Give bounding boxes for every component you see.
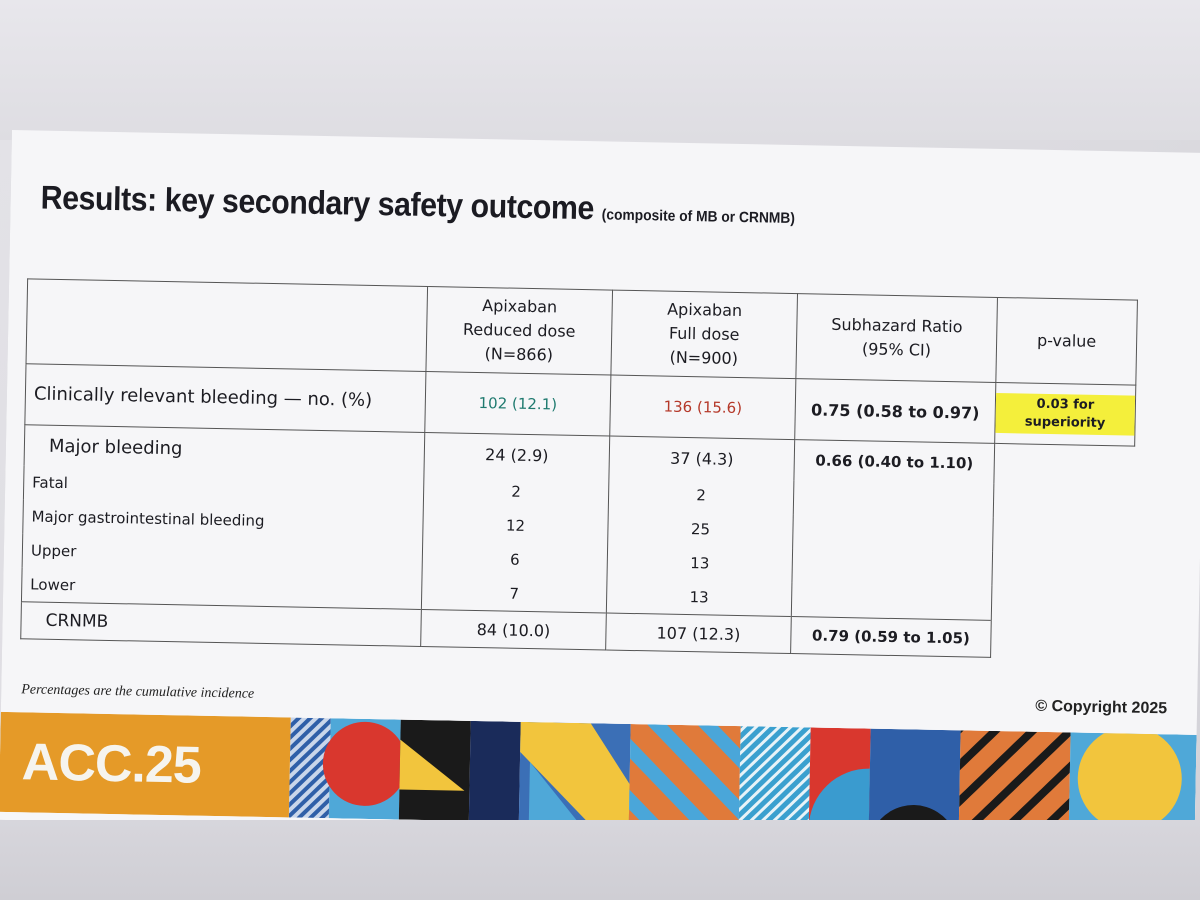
results-table [20, 278, 1138, 660]
cell-empty [991, 586, 1132, 623]
header-shr-line2: (95% CI) [861, 339, 932, 360]
row-label: Clinically relevant bleeding — no. (%) [25, 364, 426, 433]
cell-full: 2 [608, 477, 794, 515]
acc-logo-text: ACC.25 [21, 733, 202, 795]
footnote: Percentages are the cumulative incidence [21, 682, 255, 702]
header-full-dose [611, 290, 798, 379]
header-reduced-line2: Reduced dose [462, 319, 576, 341]
cell-full: 13 [607, 545, 793, 583]
cell-empty [793, 480, 994, 518]
header-reduced-dose [426, 287, 613, 376]
header-full-line1: Apixaban [667, 299, 743, 321]
cell-shr: 0.75 (0.58 to 0.97) [795, 379, 996, 444]
cell-shr: 0.79 (0.59 to 1.05) [791, 617, 992, 658]
copyright: © Copyright 2025 [1035, 697, 1168, 718]
banner-pattern-art [289, 717, 1197, 834]
header-shr-line1: Subhazard Ratio [831, 314, 963, 337]
cell-empty [994, 443, 1135, 486]
cell-empty [991, 620, 1132, 660]
acc-banner [0, 712, 1197, 835]
slide-title-subtitle: (composite of MB or CRNMB) [601, 206, 796, 228]
cell-reduced: 24 (2.9) [424, 432, 610, 476]
cell-full: 136 (15.6) [610, 375, 796, 440]
cell-pvalue [995, 382, 1136, 446]
row-label: Lower [21, 567, 422, 609]
acc-logo-block [0, 712, 291, 818]
cell-reduced: 7 [421, 575, 607, 613]
cell-full: 37 (4.3) [609, 436, 795, 480]
cell-reduced: 12 [423, 507, 609, 545]
cell-empty [993, 484, 1134, 521]
row-label: Major gastrointestinal bleeding [23, 499, 424, 541]
cell-reduced: 6 [422, 541, 608, 579]
cell-empty [993, 518, 1134, 555]
row-label: CRNMB [21, 602, 422, 647]
row-label: Major bleeding [24, 425, 425, 473]
cell-empty [791, 582, 992, 620]
slide-title [40, 179, 795, 231]
cell-full: 107 (12.3) [606, 613, 792, 654]
cell-full: 25 [608, 511, 794, 549]
cell-empty [793, 514, 994, 552]
cell-full: 13 [606, 579, 792, 617]
cell-empty [792, 548, 993, 586]
header-subhazard-ratio [796, 294, 998, 383]
header-full-line3: (N=900) [669, 347, 739, 368]
header-reduced-line1: Apixaban [482, 296, 558, 317]
cell-reduced: 102 (12.1) [425, 371, 611, 436]
row-label: Fatal [23, 465, 424, 507]
cell-reduced: 84 (10.0) [421, 609, 607, 650]
monitor-bezel-area [0, 0, 1200, 140]
cell-shr: 0.66 (0.40 to 1.10) [794, 440, 995, 484]
header-empty-cell [26, 279, 428, 372]
row-label: Upper [22, 533, 423, 575]
cell-empty [992, 552, 1133, 589]
desk-background [0, 820, 1200, 900]
pvalue-highlight: 0.03 for superiority [995, 393, 1135, 436]
header-full-line2: Full dose [668, 323, 740, 345]
slide-title-main: Results: key secondary safety outcome [40, 178, 595, 227]
header-reduced-line3: (N=866) [484, 344, 554, 365]
presentation-slide [0, 130, 1200, 843]
cell-reduced: 2 [423, 473, 609, 511]
header-p-value: p-value [996, 297, 1138, 385]
